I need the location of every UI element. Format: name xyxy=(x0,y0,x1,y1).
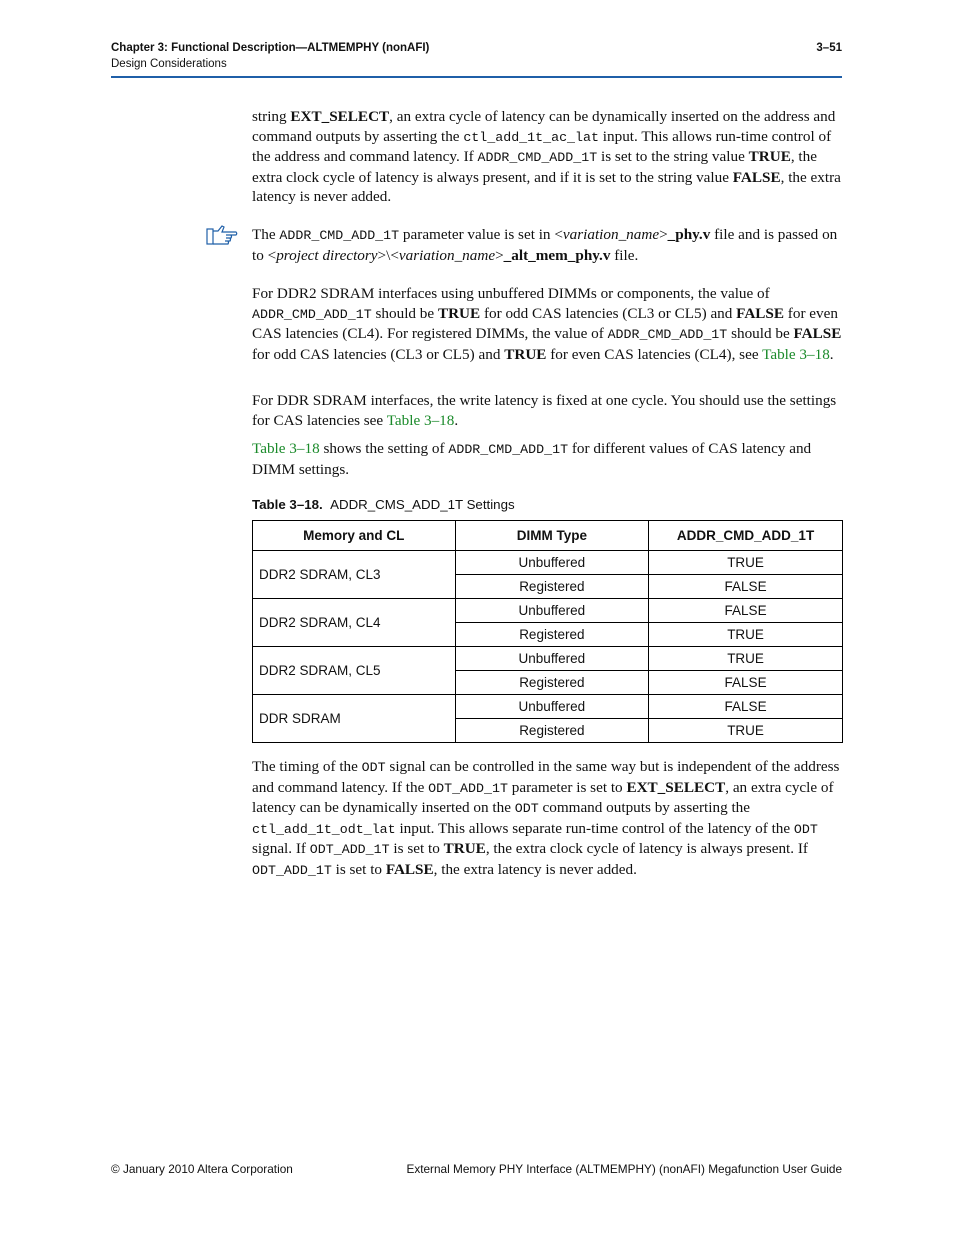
table-caption-title: ADDR_CMS_ADD_1T Settings xyxy=(330,497,515,512)
paragraph-ext-select: string EXT_SELECT, an extra cycle of latency can be dynamically inserted on the address and command outputs by asserting the ctl_add_1t_ac_lat input. This allows run-time control of the address and command latency. If ADDR_CMD_ADD_1T is set to the string value TRUE, the extra clock cycle of latency is always present, and if it is set to the string value FALSE, the extra latency is never added. xyxy=(252,108,841,205)
dimm-cell: Unbuffered xyxy=(455,599,649,623)
header-divider xyxy=(111,76,842,78)
paragraph-ddr2: For DDR2 SDRAM interfaces using unbuffered DIMMs or components, the value of ADDR_CMD_ADD_1T should be TRUE for odd CAS latencies (CL3 or CL5) and FALSE for even CAS latencies (CL4). For registered DIMMs, the value of ADDR_CMD_ADD_1T should be FALSE for odd CAS latencies (CL3 or CL5) and TRUE for even CAS latencies (CL4), see Table 3–18. xyxy=(252,285,842,363)
page-number: 3–51 xyxy=(816,42,842,54)
table-row xyxy=(253,551,843,575)
paragraph-ddr: For DDR SDRAM interfaces, the write latency is fixed at one cycle. You should use the settings for CAS latencies see Table 3–18. xyxy=(252,392,837,429)
settings-table xyxy=(252,520,843,743)
footer-copyright: © January 2010 Altera Corporation xyxy=(111,1162,293,1176)
section-title: Design Considerations xyxy=(111,58,227,70)
dimm-cell: Unbuffered xyxy=(455,647,649,671)
pointing-hand-icon xyxy=(206,224,238,246)
column-header: Memory and CL xyxy=(253,521,456,551)
footer-doc-title: External Memory PHY Interface (ALTMEMPHY) (nonAFI) Megafunction User Guide xyxy=(406,1162,842,1176)
dimm-cell: Registered xyxy=(455,623,649,647)
paragraph-odt: The timing of the ODT signal can be controlled in the same way but is independent of the address and command latency. If the ODT_ADD_1T parameter is set to EXT_SELECT, an extra cycle of latency can be dynamically inserted on the ODT command outputs by asserting the ctl_add_1t_odt_lat input. This allows separate run-time control of the latency of the ODT signal. If ODT_ADD_1T is set to TRUE, the extra clock cycle of latency is always present. If ODT_ADD_1T is set to FALSE, the extra latency is never added. xyxy=(252,758,840,878)
table-row xyxy=(253,695,843,719)
memory-cell: DDR SDRAM xyxy=(253,695,456,743)
value-cell: TRUE xyxy=(649,647,843,671)
dimm-cell: Registered xyxy=(455,671,649,695)
note-text: The ADDR_CMD_ADD_1T parameter value is set in <variation_name>_phy.v file and is passed on to <project directory>\<variation_name>_alt_mem_phy.v file. xyxy=(252,226,838,264)
table-link[interactable]: Table 3–18 xyxy=(252,440,320,457)
value-cell: TRUE xyxy=(649,719,843,743)
dimm-cell: Unbuffered xyxy=(455,551,649,575)
table-caption-number: Table 3–18. xyxy=(252,497,323,512)
dimm-cell: Unbuffered xyxy=(455,695,649,719)
value-cell: TRUE xyxy=(649,623,843,647)
memory-cell: DDR2 SDRAM, CL4 xyxy=(253,599,456,647)
column-header: DIMM Type xyxy=(455,521,649,551)
memory-cell: DDR2 SDRAM, CL3 xyxy=(253,551,456,599)
value-cell: TRUE xyxy=(649,551,843,575)
table-row xyxy=(253,599,843,623)
table-link[interactable]: Table 3–18 xyxy=(762,345,830,363)
value-cell: FALSE xyxy=(649,599,843,623)
value-cell: FALSE xyxy=(649,695,843,719)
dimm-cell: Registered xyxy=(455,575,649,599)
table-caption xyxy=(252,497,515,512)
paragraph-table-ref: Table 3–18 shows the setting of ADDR_CMD_ADD_1T for different values of CAS latency and DIMM settings. xyxy=(252,440,812,478)
chapter-title: Chapter 3: Functional Description—ALTMEMPHY (nonAFI) xyxy=(111,42,430,54)
table-header-row xyxy=(253,521,843,551)
column-header: ADDR_CMD_ADD_1T xyxy=(649,521,843,551)
value-cell: FALSE xyxy=(649,671,843,695)
table-link[interactable]: Table 3–18 xyxy=(386,411,455,429)
table-row xyxy=(253,647,843,671)
memory-cell: DDR2 SDRAM, CL5 xyxy=(253,647,456,695)
value-cell: FALSE xyxy=(649,575,843,599)
dimm-cell: Registered xyxy=(455,719,649,743)
